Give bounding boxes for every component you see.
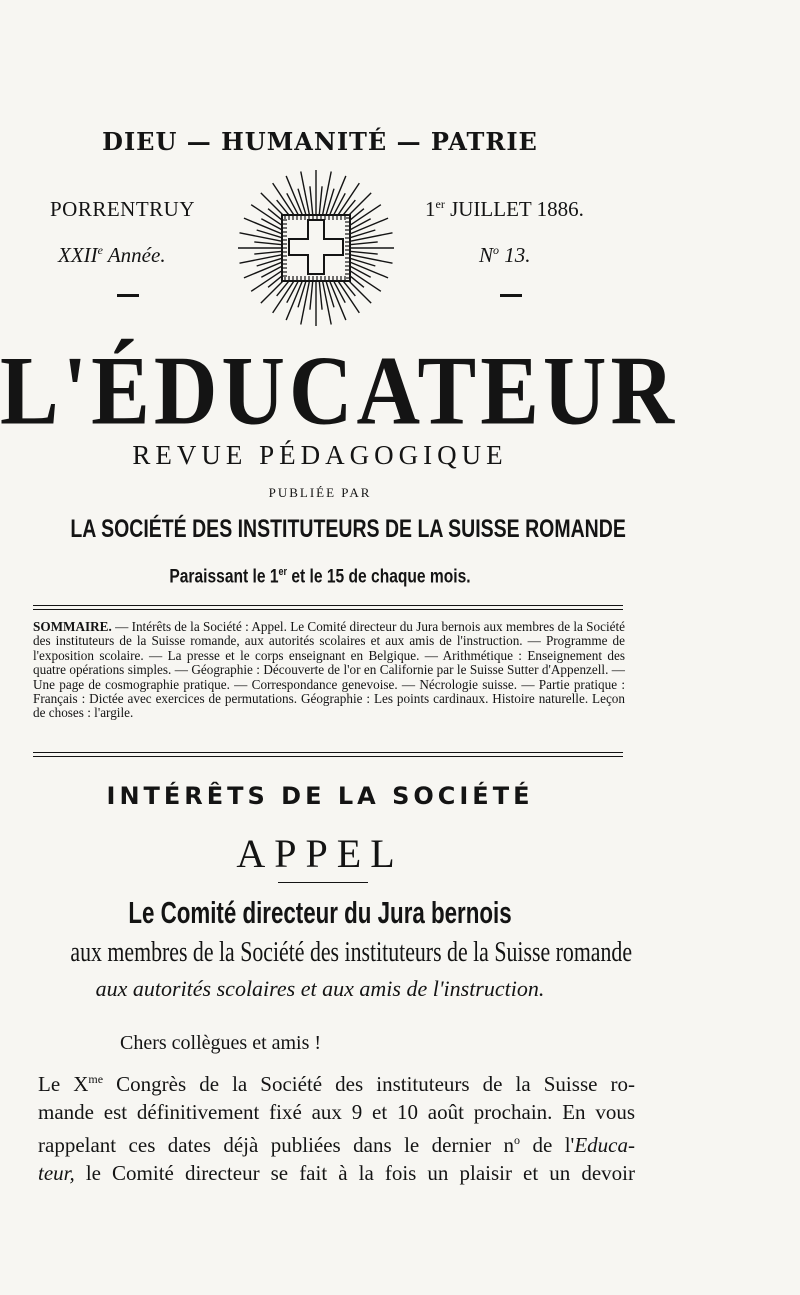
body-paragraph	[38, 1065, 635, 1187]
section-title: INTÉRÊTS DE LA SOCIÉTÉ	[106, 782, 534, 810]
article-heading-3: aux autorités scolaires et aux amis de l'instruction.	[95, 976, 545, 1001]
body-line: teur, le Comité directeur se fait à la fois un plaisir et un devoir	[38, 1161, 635, 1185]
body-line: mande est définitivement fixé aux 9 et 10 août prochain. En vous	[38, 1100, 635, 1124]
right-dash	[500, 294, 522, 297]
body-line: rappelant ces dates déjà publiées dans le dernier $n^o$ de l'Educa-	[38, 1133, 635, 1157]
place-name: PORRENTRUY	[50, 197, 196, 221]
appeal-title: APPEL	[236, 831, 404, 876]
publication-schedule: Paraissant le 1er et le 15 de chaque mois.	[169, 566, 471, 588]
left-dash	[117, 294, 139, 297]
divider-top-2	[33, 609, 623, 610]
issue-number: $N^o$ 13.	[479, 243, 531, 267]
published-by: PUBLIÉE PAR	[268, 485, 372, 500]
body-line: Le $X^{me}$ Congrès de la Société des instituteurs de la Suisse ro-	[38, 1072, 635, 1096]
issue-date: 1er JUILLET 1886.	[425, 197, 584, 221]
issue-year: XXIIe Année.	[58, 243, 166, 267]
society-name: LA SOCIÉTÉ DES INSTITUTEURS DE LA SUISSE ROMANDE	[70, 515, 626, 543]
sunburst-ray	[319, 278, 322, 310]
divider-top-1	[33, 605, 623, 606]
summary-paragraph: SOMMAIRE. — Intérêts de la Société : Appel. Le Comité directeur du Jura bernois aux membres de la Société des instituteurs de la Suisse romande, aux autorités scolaires et aux amis de l'instruction. — Programme de l'exposition scolaire. — La presse et le corps enseignant en Belgique. — Arithmétique : Enseignement des quatre opérations simples. — Géographie : Découverte de l'or en Californie par le Suisse Sutter d'Appenzell. — Une page de cosmographie pratique. — Correspondance genevoise. — Nécrologie suisse. — Partie pratique : Français : Dictée avec exercices de permutations. Géographie : Les points cardinaux. Histoire naturelle. Leçon de choses : l'argile.	[33, 619, 625, 721]
divider-bottom-2	[33, 756, 623, 757]
sunburst-ray	[310, 186, 313, 218]
short-divider	[278, 882, 368, 883]
journal-subtitle: REVUE PÉDAGOGIQUE	[132, 440, 508, 470]
swiss-cross-sunburst-icon	[236, 168, 396, 328]
article-heading-1: Le Comité directeur du Jura bernois	[128, 895, 512, 930]
article-heading-2: aux membres de la Société des instituteurs de la Suisse romande	[70, 937, 633, 968]
journal-title: L'ÉDUCATEUR	[0, 337, 679, 446]
sunburst-ray	[310, 278, 313, 310]
sunburst-ray	[319, 186, 322, 218]
greeting: Chers collègues et amis !	[120, 1032, 322, 1054]
motto: DIEU — HUMANITÉ — PATRIE	[102, 127, 538, 156]
divider-bottom-1	[33, 752, 623, 753]
